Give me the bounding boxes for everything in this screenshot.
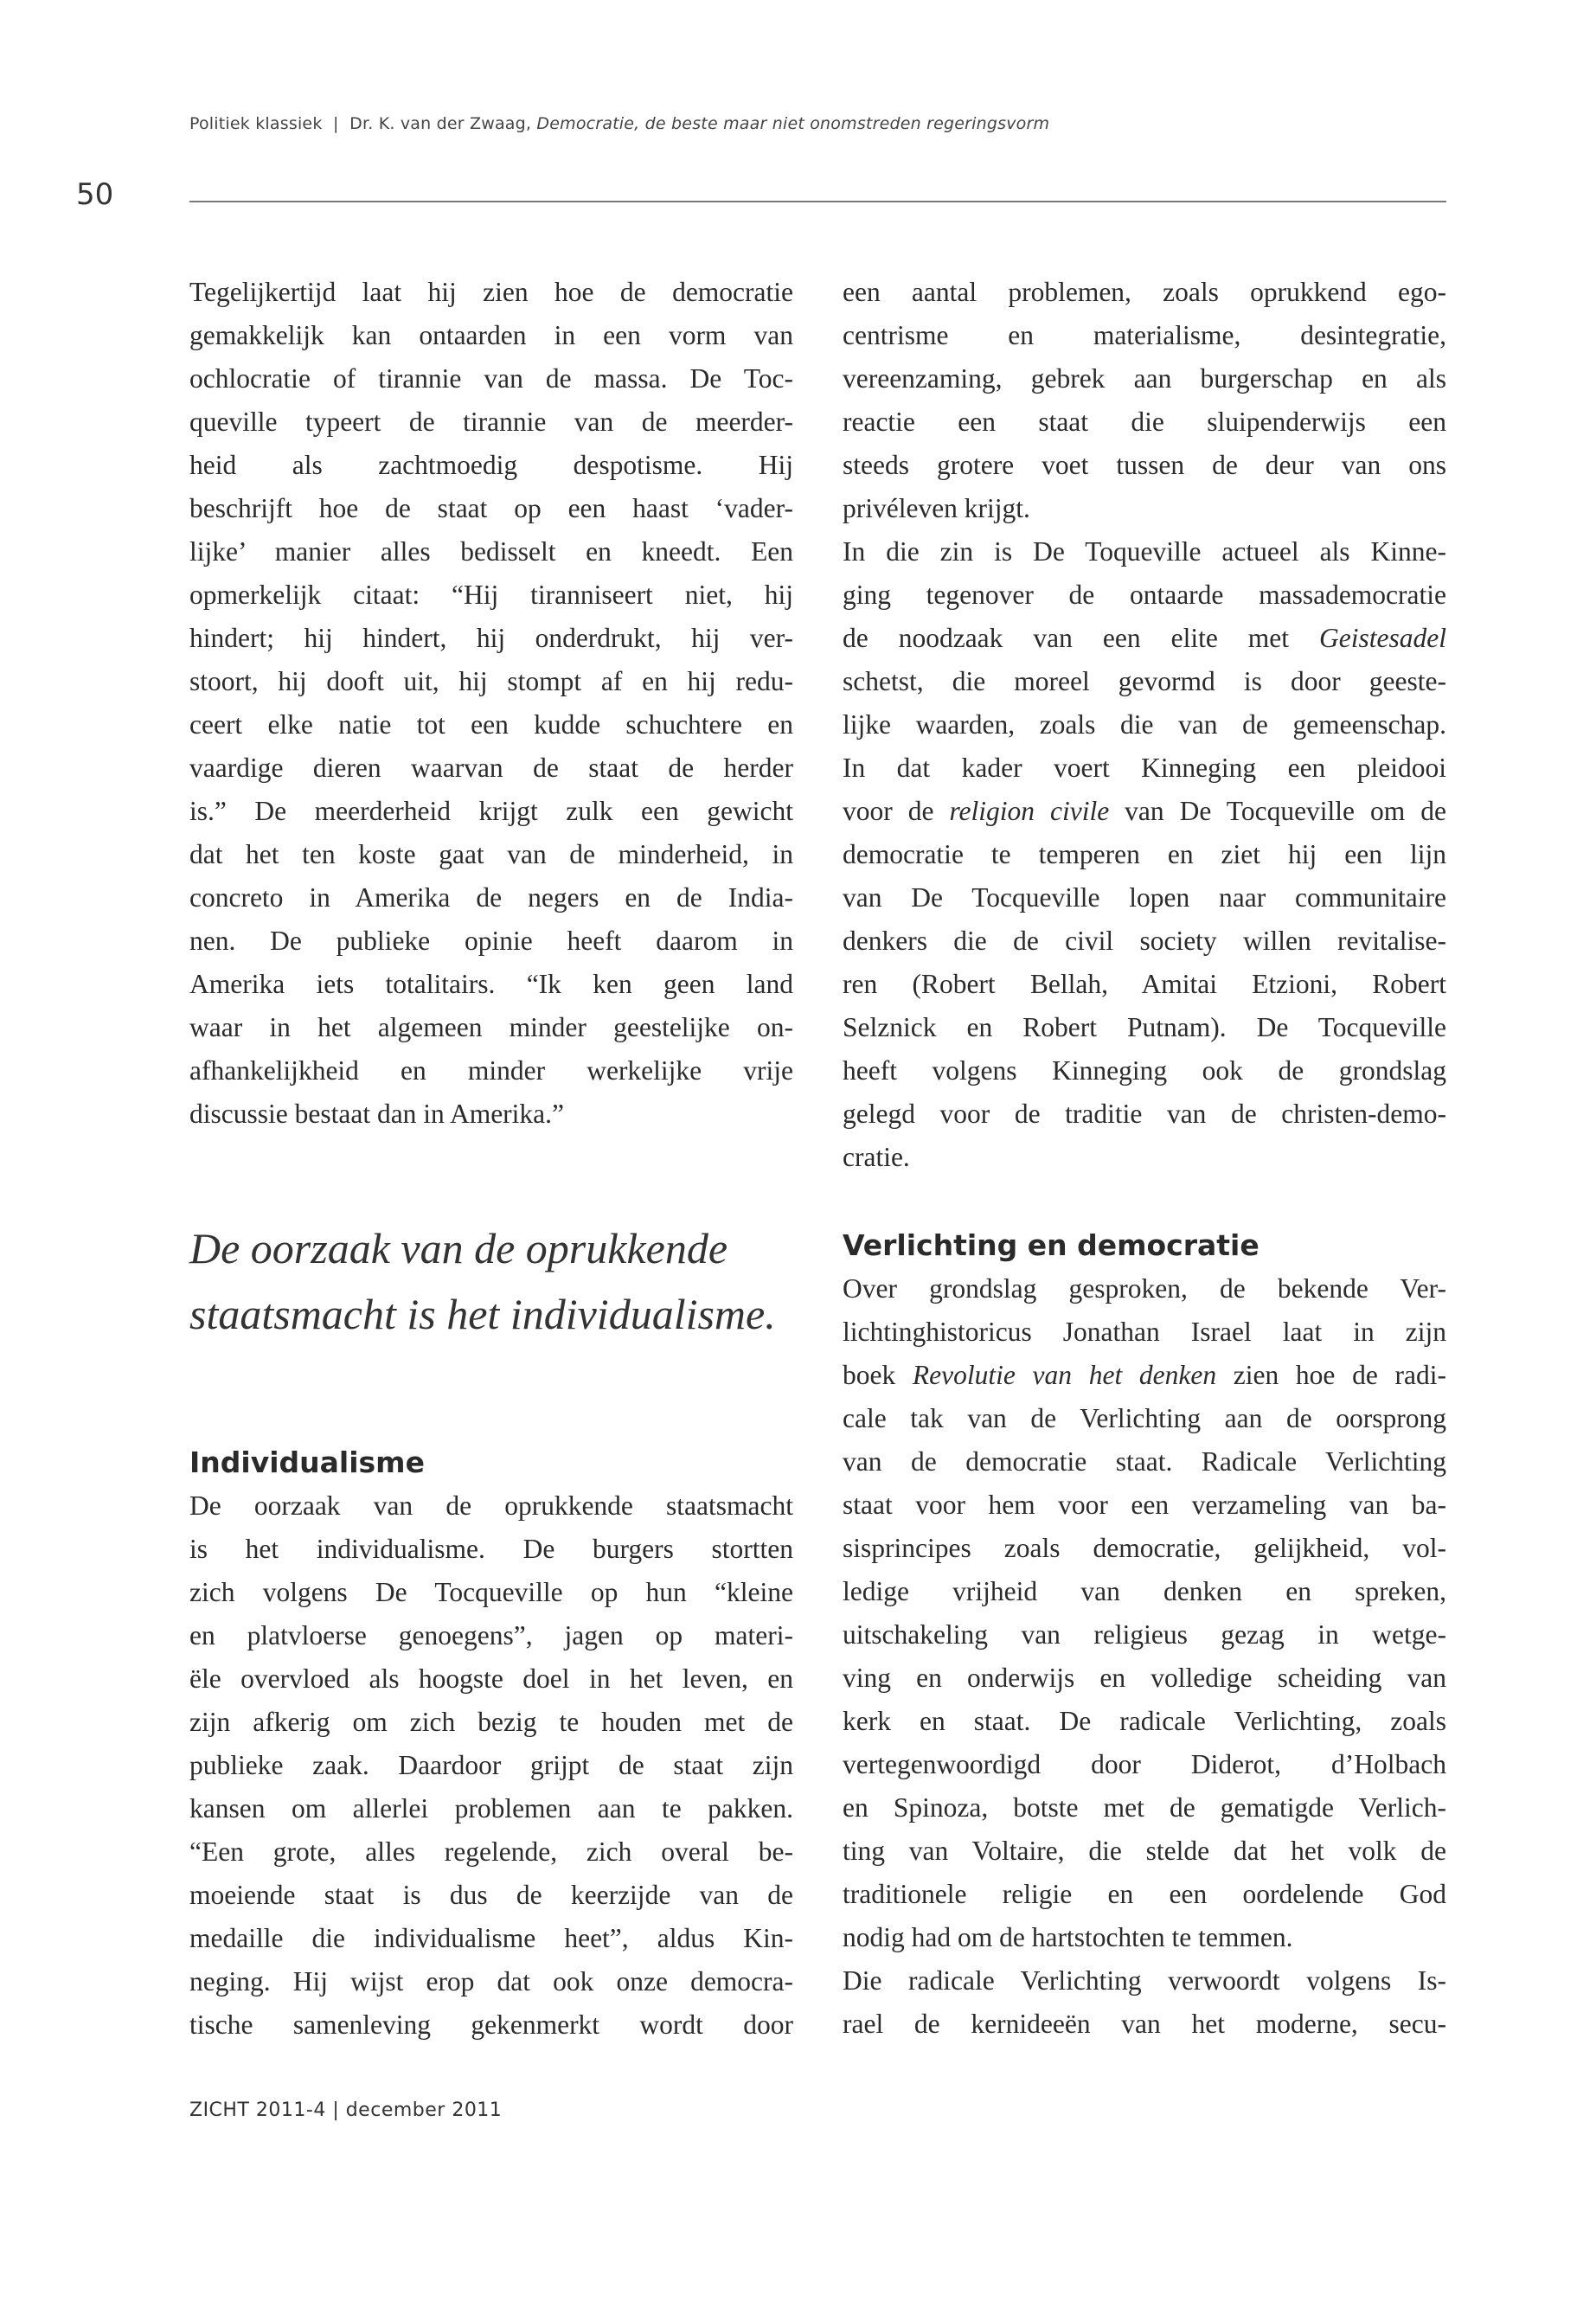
header-article-title: Democratie, de beste maar niet onomstreden regeringsvorm — [536, 114, 1050, 133]
text-line: Over grondslag gesproken, de bekende Ver- — [843, 1273, 1446, 1304]
text-line: zijn afkerig om zich bezig te houden met de — [189, 1707, 793, 1737]
text-line: centrisme en materialisme, desintegratie, — [843, 320, 1446, 350]
text-line: is.” De meerderheid krijgt zulk een gewicht — [189, 796, 793, 826]
text-line: en platvloerse genoegens”, jagen op materi- — [189, 1620, 793, 1650]
text-line: ging tegenover de ontaarde massademocratie — [843, 580, 1446, 610]
pull-quote-line: staatsmacht is het individualisme. — [189, 1290, 776, 1338]
text-line: van de democratie staat. Radicale Verlichting — [843, 1446, 1446, 1477]
text-line: heeft volgens Kinneging ook de grondslag — [843, 1055, 1446, 1086]
text-line: afhankelijkheid en minder werkelijke vrije — [189, 1055, 793, 1086]
text-line: kansen om allerlei problemen aan te pakken. — [189, 1793, 793, 1823]
page-number: 50 — [76, 177, 114, 212]
text-line: vertegenwoordigd door Diderot, d’Holbach — [843, 1749, 1446, 1779]
text-line: van De Tocqueville lopen naar communitaire — [843, 882, 1446, 913]
right-column-intro — [843, 271, 1446, 1179]
footer-issue: ZICHT 2011-4 | december 2011 — [189, 2099, 503, 2121]
paragraph — [843, 1959, 1446, 2046]
text-line: discussie bestaat dan in Amerika.” — [189, 1099, 565, 1129]
text-line: cratie. — [843, 1142, 910, 1172]
text-line: privéleven krijgt. — [843, 493, 1030, 523]
text-line: steeds grotere voet tussen de deur van ons — [843, 450, 1446, 480]
text-line: nen. De publieke opinie heeft daarom in — [189, 926, 793, 956]
text-line: heid als zachtmoedig despotisme. Hij — [189, 450, 793, 480]
text-line: ting van Voltaire, die stelde dat het volk de — [843, 1836, 1446, 1866]
text-line: opmerkelijk citaat: “Hij tiranniseert niet, hij — [189, 580, 793, 610]
paragraph — [843, 271, 1446, 530]
text-line: rael de kernideeën van het moderne, secu- — [843, 2009, 1446, 2039]
text-line: queville typeert de tirannie van de meerder- — [189, 407, 793, 437]
text-line: Amerika iets totalitairs. “Ik ken geen land — [189, 969, 793, 999]
text-line: dat het ten koste gaat van de minderheid, in — [189, 839, 793, 869]
text-line: schetst, die moreel gevormd is door geeste- — [843, 666, 1446, 696]
text-line: ële overvloed als hoogste doel in het leven, en — [189, 1663, 793, 1694]
text-line: publieke zaak. Daardoor grijpt de staat zijn — [189, 1750, 793, 1780]
text-line: vereenzaming, gebrek aan burgerschap en als — [843, 363, 1446, 394]
pull-quote — [189, 1215, 812, 1347]
left-column-section — [189, 1441, 793, 2047]
right-column-section — [843, 1224, 1446, 2046]
text-line: democratie te temperen en ziet hij een lijn — [843, 839, 1446, 869]
text-line: sisprincipes zoals democratie, gelijkheid, vol- — [843, 1533, 1446, 1563]
header-rule — [189, 201, 1446, 202]
header-author: Dr. K. van der Zwaag, — [349, 114, 532, 133]
text-line — [843, 1354, 1446, 1397]
text-line: waar in het algemeen minder geestelijke on- — [189, 1012, 793, 1042]
text-line: neging. Hij wijst erop dat ook onze democra- — [189, 1966, 793, 1997]
text-line: kerk en staat. De radicale Verlichting, zoals — [843, 1706, 1446, 1736]
text-line — [843, 790, 1446, 833]
section-heading-verlichting: Verlichting en democratie — [843, 1228, 1259, 1262]
text-line: is het individualisme. De burgers stortten — [189, 1534, 793, 1564]
text-line: zich volgens De Tocqueville op hun “kleine — [189, 1577, 793, 1607]
section-body — [843, 1267, 1446, 2046]
paragraph — [843, 530, 1446, 1179]
text-line: gelegd voor de traditie van de christen-demo- — [843, 1099, 1446, 1129]
text-line: stoort, hij dooft uit, hij stompt af en hij redu- — [189, 666, 793, 696]
section-body — [189, 1484, 793, 2047]
text-line: traditionele religie en een oordelende God — [843, 1879, 1446, 1909]
text-line: ledige vrijheid van denken en spreken, — [843, 1576, 1446, 1606]
text-line: De oorzaak van de oprukkende staatsmacht — [189, 1490, 793, 1521]
pull-quote-line: De oorzaak van de oprukkende — [189, 1224, 728, 1272]
text-line: ceert elke natie tot een kudde schuchtere en — [189, 709, 793, 740]
text-line: lijke’ manier alles bedisselt en kneedt. Een — [189, 536, 793, 567]
text-line: een aantal problemen, zoals oprukkend ego- — [843, 277, 1446, 307]
text-line: In dat kader voert Kinneging een pleidooi — [843, 753, 1446, 783]
text-segment: zien hoe de radi- — [1216, 1360, 1446, 1390]
text-line: ren (Robert Bellah, Amitai Etzioni, Robert — [843, 969, 1446, 999]
text-segment: de noodzaak van een elite met — [843, 623, 1320, 653]
paragraph — [189, 271, 793, 1136]
text-line: cale tak van de Verlichting aan de oorsprong — [843, 1403, 1446, 1433]
text-line: reactie een staat die sluipenderwijs een — [843, 407, 1446, 437]
text-line: lijke waarden, zoals die van de gemeenschap. — [843, 709, 1446, 740]
italic-term: Revolutie van het denken — [912, 1360, 1217, 1390]
text-line: gemakkelijk kan ontaarden in een vorm van — [189, 320, 793, 350]
text-line: moeiende staat is dus de keerzijde van de — [189, 1880, 793, 1910]
text-line: en Spinoza, botste met de gematigde Verlich- — [843, 1792, 1446, 1823]
text-segment: boek — [843, 1360, 913, 1390]
text-line: staat voor hem voor een verzameling van ba- — [843, 1490, 1446, 1520]
text-line: ving en onderwijs en volledige scheiding van — [843, 1663, 1446, 1693]
section-heading-individualisme: Individualisme — [189, 1445, 425, 1479]
text-line: medaille die individualisme heet”, aldus Kin- — [189, 1923, 793, 1953]
text-segment: voor de — [843, 796, 950, 826]
text-line: hindert; hij hindert, hij onderdrukt, hij ver- — [189, 623, 793, 653]
text-line: “Een grote, alles regelende, zich overal be- — [189, 1836, 793, 1867]
text-line: In die zin is De Toqueville actueel als Kinne- — [843, 536, 1446, 567]
text-line — [843, 617, 1446, 660]
text-line: denkers die de civil society willen revitalise- — [843, 926, 1446, 956]
paragraph — [843, 1267, 1446, 1959]
paragraph — [189, 1484, 793, 2047]
text-line: concreto in Amerika de negers en de India- — [189, 882, 793, 913]
text-segment: van De Tocqueville om de — [1109, 796, 1446, 826]
text-line: tische samenleving gekenmerkt wordt door — [189, 2009, 793, 2040]
text-line: uitschakeling van religieus gezag in wetge- — [843, 1619, 1446, 1650]
header-separator: | — [327, 114, 344, 133]
text-line: vaardige dieren waarvan de staat de herder — [189, 753, 793, 783]
text-line: lichtinghistoricus Jonathan Israel laat in zijn — [843, 1317, 1446, 1347]
running-header — [189, 114, 1049, 133]
header-section: Politiek klassiek — [189, 114, 323, 133]
italic-term: Geistesadel — [1319, 623, 1446, 653]
text-line: Die radicale Verlichting verwoordt volgens Is- — [843, 1965, 1446, 1996]
left-column-intro — [189, 271, 793, 1136]
text-line: Selznick en Robert Putnam). De Tocqueville — [843, 1012, 1446, 1042]
text-line: ochlocratie of tirannie van de massa. De Toc- — [189, 363, 793, 394]
text-line: Tegelijkertijd laat hij zien hoe de democratie — [189, 277, 793, 307]
text-line: nodig had om de hartstochten te temmen. — [843, 1922, 1293, 1952]
text-line: beschrijft hoe de staat op een haast ‘vader- — [189, 493, 793, 523]
italic-term: religion civile — [949, 796, 1110, 826]
